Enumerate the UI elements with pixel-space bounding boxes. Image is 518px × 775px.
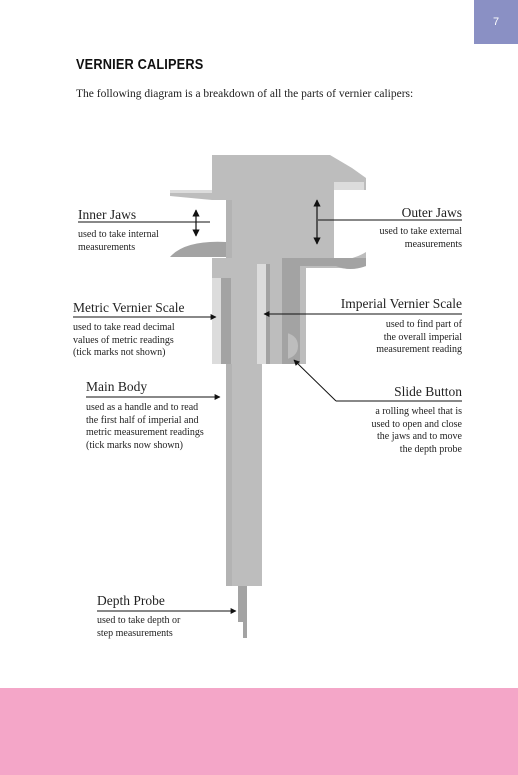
footer-band <box>0 688 518 775</box>
depth-probe-label: Depth Probe <box>97 593 165 608</box>
depth-probe <box>238 586 247 622</box>
outer-jaw-highlight <box>334 182 364 190</box>
page-number: 7 <box>474 0 518 44</box>
main-body-label: Main Body <box>86 379 148 394</box>
outer-jaws-desc: used to take external measurements <box>379 226 462 250</box>
imperial-vernier-scale-label: Imperial Vernier Scale <box>340 296 462 311</box>
slide-button-label: Slide Button <box>394 384 462 399</box>
depth-probe-desc: used to take depth or step measurements <box>97 615 181 639</box>
page-title: VERNIER CALIPERS <box>76 56 204 73</box>
metric-vernier-scale-desc: used to take read decimal values of metric readings (tick marks not shown) <box>73 322 175 358</box>
outer-jaws-label: Outer Jaws <box>401 205 462 220</box>
main-body-desc: used as a handle and to read the first half of imperial and metric measurement readings (tick marks now shown) <box>86 402 204 451</box>
imperial-vernier-scale-desc: used to find part of the overall imperial measurement reading <box>376 319 462 355</box>
slide-button-desc: a rolling wheel that is used to open and close the jaws and to move the depth probe <box>371 406 462 455</box>
metric-vernier-scale-label: Metric Vernier Scale <box>73 300 185 315</box>
caliper-upper-beam <box>212 155 366 200</box>
inner-jaws-label: Inner Jaws <box>78 207 137 222</box>
intro-text: The following diagram is a breakdown of all the parts of vernier calipers: <box>76 88 414 100</box>
metric-scale-strip <box>212 278 221 364</box>
inner-jaw-left-bottom <box>170 242 226 257</box>
inner-jaws-desc: used to take internal measurements <box>78 229 159 253</box>
